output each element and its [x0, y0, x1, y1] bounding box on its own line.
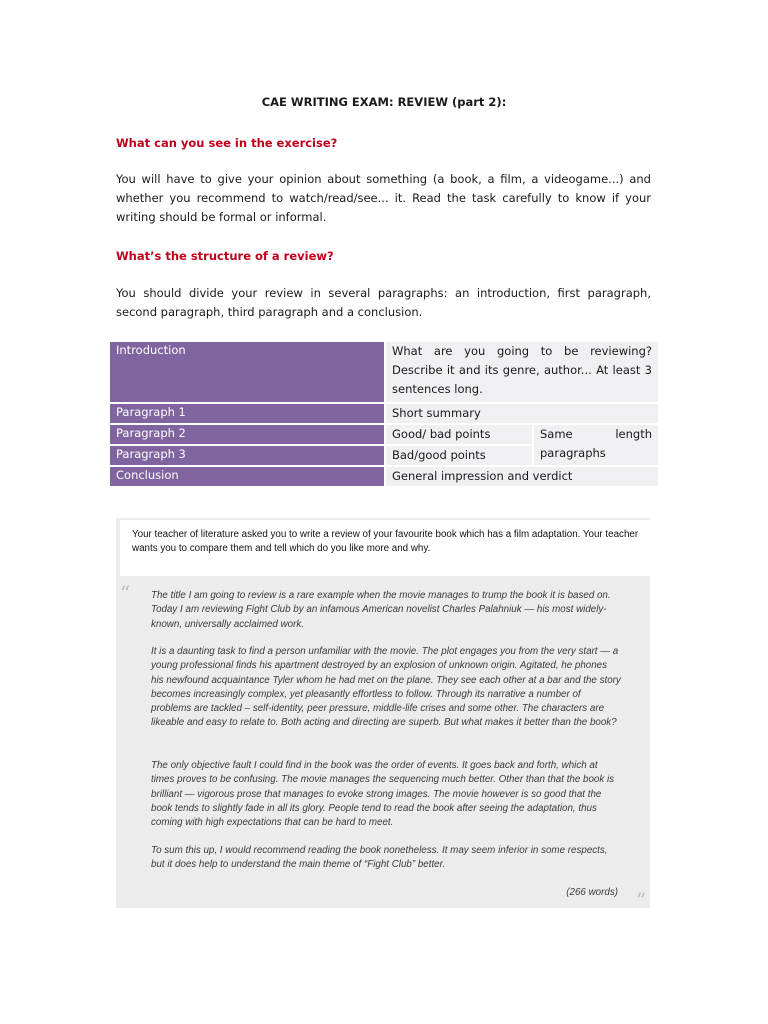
open-quote-icon: “ — [120, 581, 131, 605]
table-row — [110, 425, 658, 446]
review-paragraph-4: To sum this up, I would recommend reading the book nonetheless. It may seem inferior in some respects, but it does help to understand the main theme of “Fight Club” better. — [151, 845, 608, 871]
task-prompt-box — [120, 520, 654, 576]
row-description-introduction: What are you going to be reviewing? Describe it and its genre, author... At least 3 sentences long. — [384, 342, 658, 404]
table-row — [110, 467, 658, 488]
close-quote-icon: ” — [636, 888, 647, 912]
same-length-note: Same length paragraphs — [532, 425, 658, 467]
table-row — [110, 404, 658, 425]
row-label-paragraph-2: Paragraph 2 — [110, 425, 384, 446]
review-paragraph-1: The title I am going to review is a rare example when the movie manages to trump the book it is based on. Today I am reviewing Fight Club by an infamous American novelist Charles Palahniuk — his most widely-known, universally acclaimed work. — [151, 590, 611, 630]
review-paragraph-3: The only objective fault I could find in the book was the order of events. It goes back and forth, which at times proves to be confusing. The movie manages the sequencing much better. Other than that the book is brilliant — vigorous prose that manages to evoke strong images. The movie however is so good that the book tends to slightly fade in all its glory. People tend to read the book after seeing the adaptation, thus coming with high expectations that can be hard to meet. — [151, 760, 615, 829]
section-heading-exercise: What can you see in the exercise? — [116, 136, 338, 150]
word-count: (266 words) — [566, 887, 618, 898]
row-description-paragraph-3: Bad/good points — [384, 446, 532, 467]
section-body-structure: You should divide your review in several paragraphs: an introduction, first paragraph, second paragraph, third paragraph and a conclusion. — [116, 286, 651, 319]
row-label-paragraph-3: Paragraph 3 — [110, 446, 384, 467]
review-paragraph-2: It is a daunting task to find a person unfamiliar with the movie. The plot engages you from the very start — a young professional finds his apartment destroyed by an explosion of unknown origin. Agitated, he phones his newfound acquaintance Tyler whom he had met on the plane. They see each other at a bar and the story becomes increasingly complex, yet pleasantly effortless to follow. Through its narrative a number of problems are tackled – self-identity, peer pressure, middle-life crises and some other. The characters are likeable and easy to relate to. Both acting and directing are superb. But what makes it better than the book? — [151, 646, 621, 729]
row-label-introduction: Introduction — [110, 342, 384, 404]
page-title: CAE WRITING EXAM: REVIEW (part 2): — [261, 95, 507, 109]
row-description-paragraph-2: Good/ bad points — [384, 425, 532, 446]
row-label-conclusion: Conclusion — [110, 467, 384, 488]
row-label-paragraph-1: Paragraph 1 — [110, 404, 384, 425]
table-row — [110, 342, 658, 404]
structure-table — [110, 342, 658, 488]
section-body-exercise: You will have to give your opinion about something (a book, a film, a videogame...) and whether you recommend to watch/read/see... it. Read the task carefully to know if your writing should be formal or informal. — [116, 172, 651, 224]
row-description-paragraph-1: Short summary — [384, 404, 658, 425]
row-description-conclusion: General impression and verdict — [384, 467, 658, 488]
task-prompt-text: Your teacher of literature asked you to write a review of your favourite book which has a film adaptation. Your teacher wants you to compare them and tell which do you like more and why. — [132, 529, 639, 554]
section-heading-structure: What’s the structure of a review? — [116, 249, 334, 263]
